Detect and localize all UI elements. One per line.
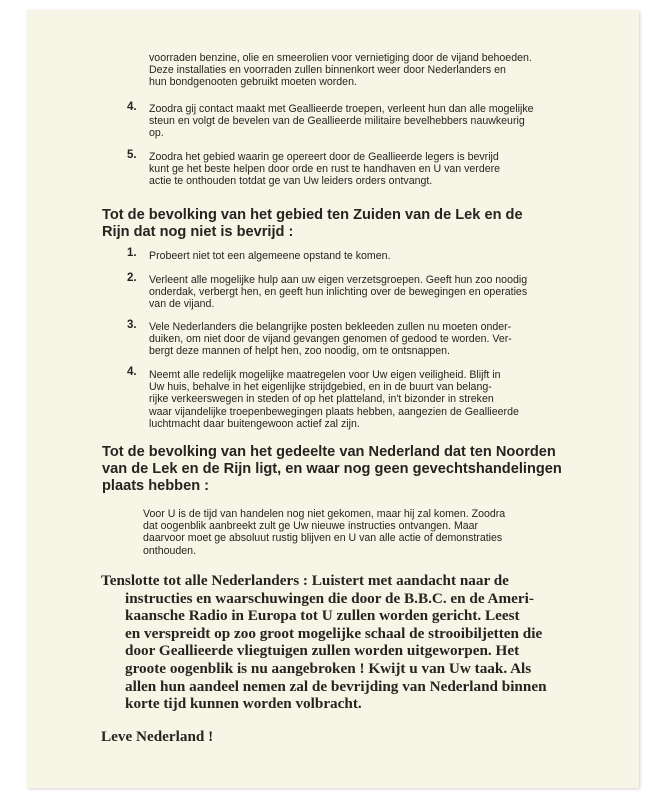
leaflet-page [27,10,639,788]
list-item [149,103,571,140]
item-line: Probeert niet tot een algemeene opstand te komen. [149,250,391,262]
item-line: onderdak, verbergt hen, en geeft hun inlichting over de bewegingen en operaties [149,286,528,299]
list-item [149,369,571,430]
closing-line: allen hun aandeel nemen zal de bevrijding van Nederland binnen [125,677,547,695]
item-number: 1. [127,247,137,259]
item-line: op. [149,127,164,140]
item-number: 4. [127,366,137,378]
intro-paragraph [149,52,571,89]
heading-line: Tot de bevolking van het gedeelte van Nederland dat ten Noorden [102,444,556,460]
item-line: Uw huis, behalve in het eigenlijke strijdgebied, en in de buurt van belang- [149,381,492,394]
intro-line: hun bondgenooten gebruikt moeten worden. [149,76,357,89]
section-heading-south [102,207,577,241]
item-line: bergt deze mannen of helpt hen, zoo noodig, om te ontsnappen. [149,345,450,358]
item-line: kunt ge het beste helpen door orde en rust te handhaven en U van verdere [149,163,501,176]
item-number: 4. [127,101,137,113]
list-item [149,274,571,311]
section-heading-north [102,444,577,495]
item-line: rijke verkeerswegen in steden of op het platteland, in't bizonder in streken [149,393,494,406]
paragraph-line: dat oogenblik aanbreekt zult ge Uw nieuwe instructies ontvangen. Maar [143,520,479,533]
signoff: Leve Nederland ! [101,728,214,745]
item-line: duiken, om niet door de vijand gevangen genomen of gedood te worden. Ver- [149,333,512,346]
heading-line: Rijn dat nog niet is bevrijd : [102,224,294,240]
north-paragraph [143,508,571,557]
heading-line: plaats hebben : [102,478,210,494]
closing-line: door Geallieerde vliegtuigen zullen worden uitgeworpen. Het [125,642,520,660]
closing-line: kaansche Radio in Europa tot U zullen worden gericht. Leest [125,607,520,625]
item-number: 5. [127,149,137,161]
list-item [149,321,571,358]
item-line: actie te onthouden totdat ge van Uw leiders orders ontvangt. [149,175,433,188]
closing-line: Tenslotte tot alle Nederlanders : Luistert met aandacht naar de [101,572,509,589]
list-item [149,250,571,262]
closing-paragraph [101,572,569,713]
item-line: Verleent alle mogelijke hulp aan uw eigen verzetsgroepen. Geeft hun zoo noodig [149,274,528,286]
closing-line: groote oogenblik is nu aangebroken ! Kwijt u van Uw taak. Als [125,659,532,677]
paragraph-line: Voor U is de tijd van handelen nog niet gekomen, maar hij zal komen. Zoodra [143,508,506,520]
item-line: Zoodra gij contact maakt met Geallieerde troepen, verleent hun dan alle mogelijke [149,103,534,115]
item-line: steun en volgt de bevelen van de Geallieerde militaire bevelhebbers nauwkeurig [149,115,525,128]
item-line: waar vijandelijke troepenbewegingen plaats hebben, aangezien de Geallieerde [149,405,519,418]
intro-line: voorraden benzine, olie en smeerolien voor vernietiging door de vijand behoeden. [149,52,532,64]
item-line: luchtmacht daar buitengewoon actief zal zijn. [149,417,360,430]
item-line: Vele Nederlanders die belangrijke posten bekleeden zullen nu moeten onder- [149,321,512,333]
closing-line: korte tijd kunnen worden volbracht. [125,695,362,713]
item-line: Neemt alle redelijk mogelijke maatregelen voor Uw eigen veiligheid. Blijft in [149,369,501,381]
item-line: Zoodra het gebied waarin ge opereert door de Geallieerde legers is bevrijd [149,151,499,163]
item-line: van de vijand. [149,298,215,311]
intro-line: Deze installaties en voorraden zullen binnenkort weer door Nederlanders en [149,64,506,77]
item-number: 3. [127,319,137,331]
paragraph-line: onthouden. [143,544,197,557]
item-number: 2. [127,272,137,284]
paragraph-line: daarvoor moet ge absoluut rustig blijven en U van alle actie of demonstraties [143,532,503,545]
closing-line: en verspreidt op zoo groot mogelijke schaal de strooibiljetten die [125,624,543,642]
list-item [149,151,571,188]
closing-line: instructies en waarschuwingen die door de B.B.C. en de Ameri- [125,589,534,607]
heading-line: van de Lek en de Rijn ligt, en waar nog geen gevechtshandelingen [102,461,562,477]
heading-line: Tot de bevolking van het gebied ten Zuiden van de Lek en de [102,207,523,223]
